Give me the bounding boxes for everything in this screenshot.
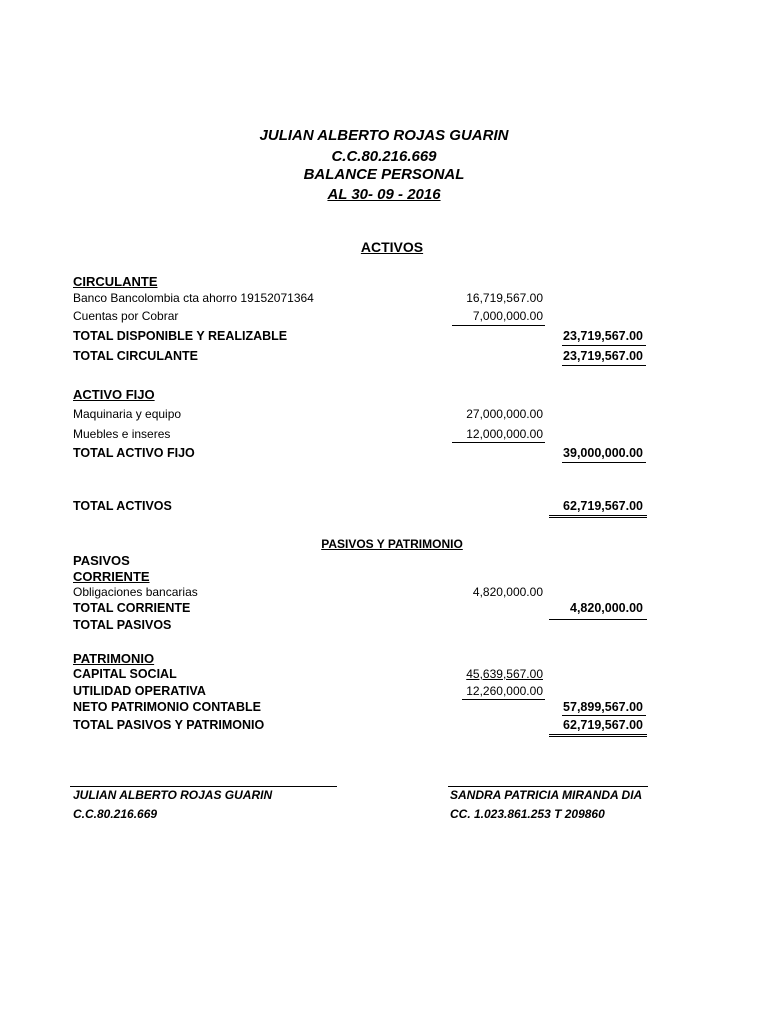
circulante-label: CIRCULANTE — [73, 274, 158, 289]
total-activos-label: TOTAL ACTIVOS — [73, 499, 172, 513]
document-title: BALANCE PERSONAL — [303, 166, 465, 183]
row-label: UTILIDAD OPERATIVA — [73, 684, 206, 698]
row-value: 45,639,567.00 — [466, 667, 543, 681]
document-date: AL 30- 09 - 2016 — [327, 186, 441, 203]
subtotal-rule — [452, 325, 545, 326]
grand-total-double-rule — [549, 734, 647, 737]
row-label: Obligaciones bancarias — [73, 585, 198, 599]
owner-name: JULIAN ALBERTO ROJAS GUARIN — [259, 127, 509, 144]
signature-line-right — [448, 786, 648, 787]
total-activo-fijo-value: 39,000,000.00 — [563, 446, 643, 460]
signature-line-left — [70, 786, 337, 787]
total-corriente-value: 4,820,000.00 — [570, 601, 643, 615]
total-rule — [562, 365, 646, 366]
total-rule — [549, 619, 647, 620]
neto-patrimonio-label: NETO PATRIMONIO CONTABLE — [73, 700, 261, 714]
total-disponible-value: 23,719,567.00 — [563, 329, 643, 343]
row-value: 16,719,567.00 — [466, 291, 543, 305]
row-value: 7,000,000.00 — [472, 309, 543, 323]
activos-heading: ACTIVOS — [360, 239, 424, 255]
row-label: CAPITAL SOCIAL — [73, 667, 177, 681]
signature-left-name: JULIAN ALBERTO ROJAS GUARIN — [73, 788, 273, 802]
neto-patrimonio-value: 57,899,567.00 — [563, 700, 643, 714]
row-value: 12,260,000.00 — [466, 684, 543, 698]
signature-right-name: SANDRA PATRICIA MIRANDA DIA — [450, 789, 643, 802]
row-value: 12,000,000.00 — [466, 427, 543, 441]
row-value: 4,820,000.00 — [472, 585, 543, 599]
subtotal-rule — [462, 699, 545, 700]
row-label: Banco Bancolombia cta ahorro 19152071364 — [73, 291, 314, 305]
total-activos-value: 62,719,567.00 — [563, 499, 643, 513]
total-disponible-label: TOTAL DISPONIBLE Y REALIZABLE — [73, 329, 288, 343]
total-activo-fijo-label: TOTAL ACTIVO FIJO — [73, 446, 195, 460]
patrimonio-label: PATRIMONIO — [73, 651, 155, 666]
row-value: 27,000,000.00 — [466, 407, 543, 421]
row-label: Maquinaria y equipo — [73, 407, 182, 421]
owner-id: C.C.80.216.669 — [331, 148, 437, 165]
total-circulante-label: TOTAL CIRCULANTE — [73, 349, 198, 363]
total-rule — [562, 715, 646, 716]
signature-left-id: C.C.80.216.669 — [73, 807, 158, 821]
row-label: Muebles e inseres — [73, 427, 171, 441]
activo-fijo-label: ACTIVO FIJO — [73, 387, 155, 402]
grand-total-double-rule — [549, 515, 647, 518]
total-circulante-value: 23,719,567.00 — [563, 349, 643, 363]
pasivos-patrimonio-heading: PASIVOS Y PATRIMONIO — [321, 537, 463, 551]
total-pasivos-label: TOTAL PASIVOS — [73, 618, 172, 632]
total-pasivos-patrimonio-label: TOTAL PASIVOS Y PATRIMONIO — [73, 718, 265, 732]
signature-right-name-clip — [450, 789, 647, 805]
total-pasivos-patrimonio-value: 62,719,567.00 — [563, 718, 643, 732]
pasivos-label: PASIVOS — [73, 553, 130, 568]
subtotal-rule — [452, 442, 545, 443]
total-rule — [562, 345, 646, 346]
signature-right-id: CC. 1.023.861.253 T 209860 — [450, 807, 605, 821]
row-label: Cuentas por Cobrar — [73, 309, 179, 323]
total-corriente-label: TOTAL CORRIENTE — [73, 601, 191, 615]
total-rule — [562, 462, 646, 463]
corriente-label: CORRIENTE — [73, 569, 150, 584]
